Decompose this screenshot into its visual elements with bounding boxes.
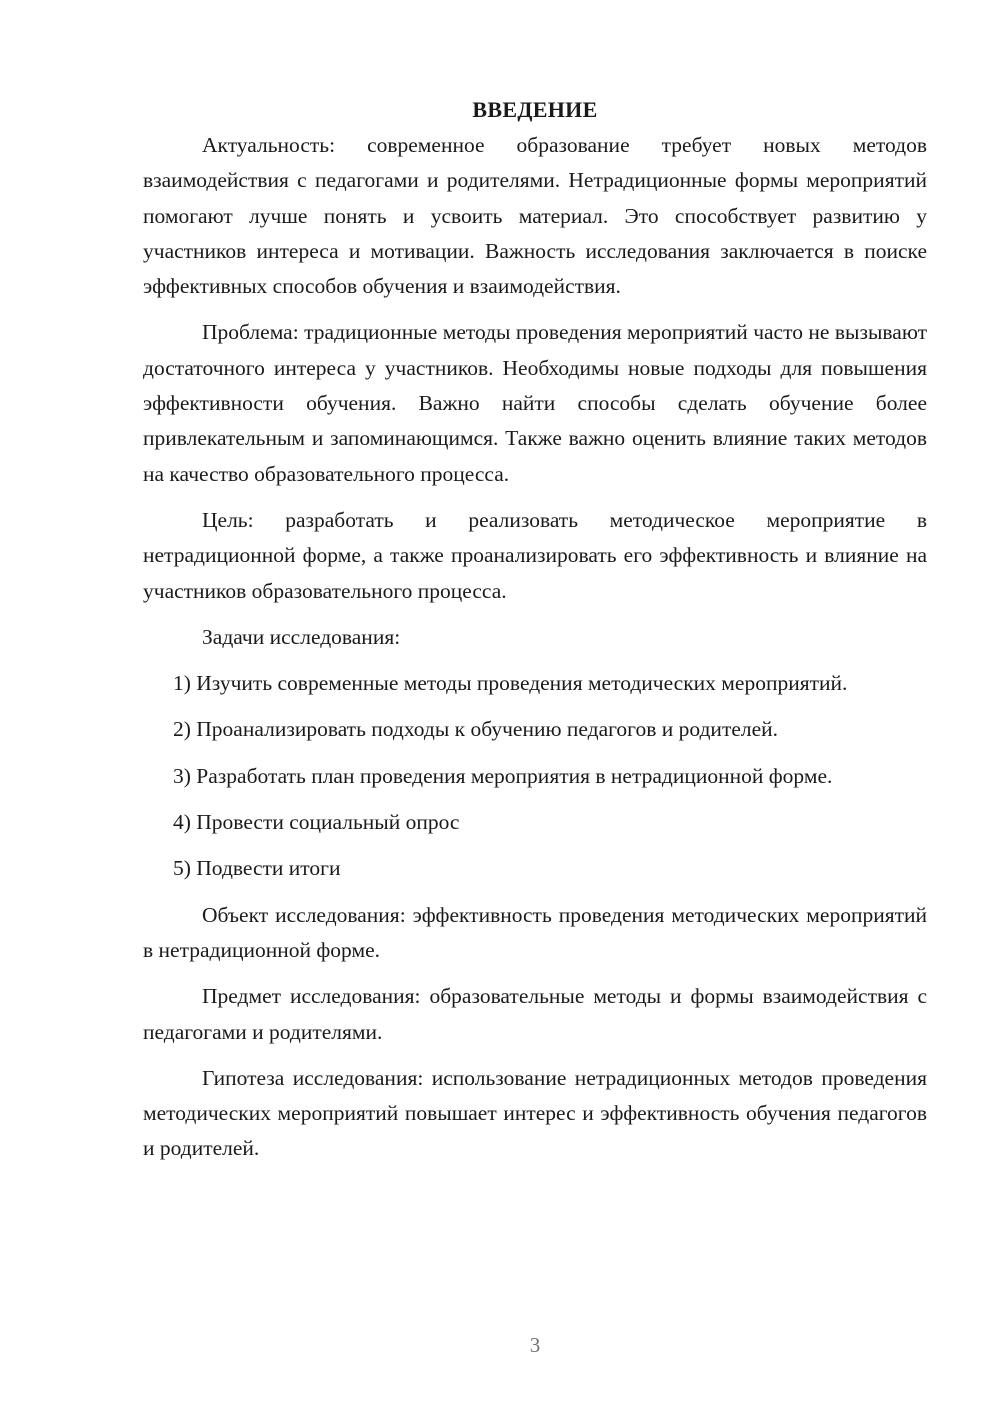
page-content xyxy=(143,92,927,1178)
paragraph-relevance: Актуальность: современное образование требует новых методов взаимодействия с педагогами и родителями. Нетрадиционные формы мероприятий помогают лучше понять и усвоить материал. Это способствует развитию у участников интереса и мотивации. Важность исследования заключается в поиске эффективных способов обучения и взаимодействия. xyxy=(143,133,927,299)
paragraph-goal: Цель: разработать и реализовать методическое мероприятие в нетрадиционной форме, а также проанализировать его эффективность и влияние на участников образовательного процесса. xyxy=(143,507,927,603)
paragraph-hypothesis: Гипотеза исследования: использование нетрадиционных методов проведения методических мероприятий повышает интерес и эффективность обучения педагогов и родителей. xyxy=(143,1065,927,1161)
section-heading: ВВЕДЕНИЕ xyxy=(472,97,598,122)
paragraph-subject: Предмет исследования: образовательные методы и формы взаимодействия с педагогами и родителями. xyxy=(143,984,927,1044)
paragraph-problem: Проблема: традиционные методы проведения мероприятий часто не вызывают достаточного интереса у участников. Необходимы новые подходы для повышения эффективности обучения. Важно найти способы сделать обучение более привлекательным и запоминающимся. Также важно оценить влияние таких методов на качество образовательного процесса. xyxy=(143,320,927,486)
task-item-3: 3) Разработать план проведения мероприятия в нетрадиционной форме. xyxy=(173,763,833,788)
paragraph-tasks-title: Задачи исследования: xyxy=(202,624,401,649)
paragraph-object: Объект исследования: эффективность проведения методических мероприятий в нетрадиционной форме. xyxy=(143,902,927,962)
task-item-5: 5) Подвести итоги xyxy=(173,856,341,881)
task-item-2: 2) Проанализировать подходы к обучению педагогов и родителей. xyxy=(173,717,779,742)
task-item-1: 1) Изучить современные методы проведения методических мероприятий. xyxy=(173,671,848,696)
task-item-4: 4) Провести социальный опрос xyxy=(173,810,460,835)
page-number: 3 xyxy=(529,1333,541,1357)
